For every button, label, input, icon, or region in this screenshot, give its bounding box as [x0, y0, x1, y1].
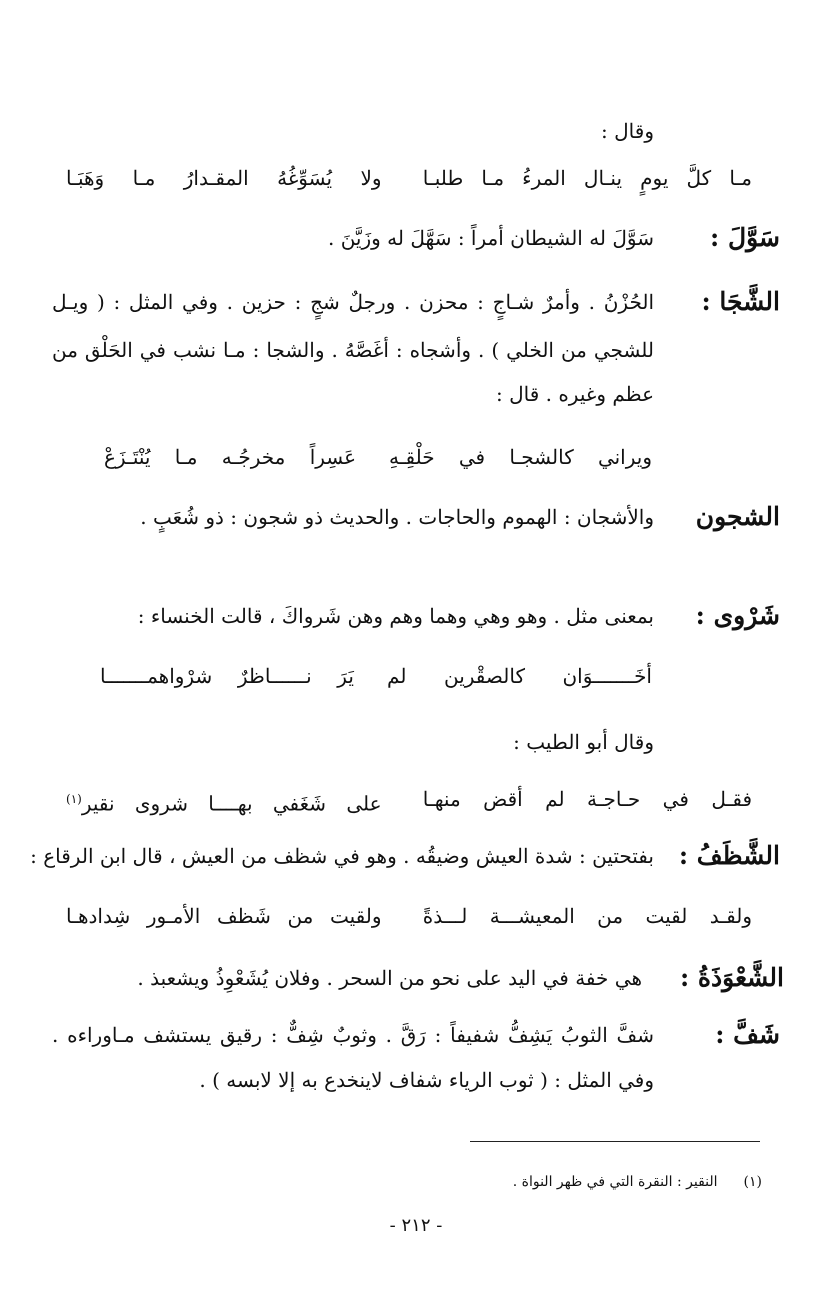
entry-shaja-line-2: للشجي من الخلي ) . وأشجاه : أغَصَّهُ . والشجا : مـا نشب في الحَلْق من — [52, 338, 654, 362]
entry-shaja-cont-2 — [0, 374, 832, 414]
verse-4-second-hemistich — [66, 779, 382, 824]
entry-shaja-cont-1 — [0, 330, 832, 370]
entry-shawdha-headword: الشَّعْوَذَةُ : — [679, 963, 784, 992]
entry-shaff — [0, 1015, 832, 1055]
verse-2-first-hemistich: ويراني كالشجـا في حَلْقِـهِ — [388, 445, 652, 469]
entry-shujun-headword: الشجون — [695, 502, 780, 531]
entry-shujun-text: والأشجان : الهموم والحاجات . والحديث ذو شجون : ذو شُعَبٍ . — [140, 505, 654, 529]
entry-shaff-line-1: شفَّ الثوبُ يَشِفُّ شفيفاً : رَقَّ . وثوبٌ شِفٌّ : رقيق يستشف مـاوراءه . — [52, 1023, 654, 1047]
entry-sawwal — [0, 218, 832, 258]
footnote — [262, 1170, 762, 1194]
entry-sharwa — [0, 596, 832, 636]
entry-shaja-headword: الشَّجَا : — [701, 287, 780, 316]
entry-shazaf-text: بفتحتين : شدة العيش وضيقُه . وهو في شظف من العيش ، قال ابن الرقاع : — [30, 844, 654, 868]
entry-shawdha — [0, 958, 832, 998]
entry-shujun — [0, 497, 832, 537]
entry-sharwa-text: بمعنى مثل . وهو وهي وهما وهم وهن شَرواكَ ، قالت الخنساء : — [137, 604, 654, 628]
entry-shazaf-headword: الشَّظَفُ : — [678, 841, 780, 870]
footnote-reference-1: (١) — [66, 792, 82, 806]
footnote-separator — [470, 1141, 760, 1142]
entry-shaff-headword: شَفَّ : — [715, 1020, 780, 1049]
entry-shazaf — [0, 836, 832, 876]
intro-text: وقال : — [601, 119, 654, 143]
verse-2-second-hemistich: عَسِراً مخرجُـه مـا يُنْتَـزَعْ — [104, 445, 357, 469]
entry-shawdha-text: هي خفة في اليد على نحو من السحر . وفلان يُشَعْوِذُ ويشعبذ . — [137, 966, 642, 990]
verse-5 — [66, 896, 752, 936]
verse-5-first-hemistich: ولقـد لقيت من المعيشـــة لـــذةً — [422, 904, 752, 928]
entry-shaff-cont — [0, 1060, 832, 1100]
verse-5-second-hemistich: ولقيت من شَظف الأمـور شِدادهـا — [66, 904, 382, 928]
intro-2-line — [0, 722, 832, 762]
footnote-number: (١) — [743, 1174, 762, 1190]
entry-shaff-line-2: وفي المثل : ( ثوب الرياء شفاف لاينخدع به إلا لابسه ) . — [199, 1068, 654, 1092]
verse-1-second-hemistich: ولا يُسَوِّغُهُ المقـدارُ مـا وَهَبَـا — [66, 166, 382, 190]
intro-line — [0, 111, 832, 151]
verse-4-second-hemistich-text: على شَغَفي بهــــا شروى نقير — [81, 791, 382, 816]
verse-3 — [100, 656, 652, 696]
footnote-text: النقير : النقرة التي في ظهر النواة . — [512, 1174, 718, 1190]
entry-sharwa-headword: شَرْوى : — [695, 601, 780, 630]
verse-1 — [66, 158, 752, 198]
verse-2 — [104, 437, 652, 477]
entry-shaja-line-1: الحُزْنُ . وأمرٌ شـاجٍ : محزن . ورجلٌ شجٍ : حزين . وفي المثل : ( ويـل — [52, 290, 654, 314]
entry-sawwal-headword: سَوَّلَ : — [710, 223, 780, 252]
verse-1-first-hemistich: مـا كلَّ يومٍ ينـال المرءُ مـا طلبـا — [422, 166, 752, 190]
verse-3-first-hemistich: أخَـــــــوَان كالصقْرين لم — [387, 664, 652, 688]
verse-4-first-hemistich: فقـل في حـاجـة لم أقض منهـا — [422, 787, 752, 811]
entry-shaja — [0, 282, 832, 322]
entry-sawwal-text: سَوَّلَ له الشيطان أمراً : سَهَّلَ له وزَيَّنَ . — [327, 226, 654, 250]
entry-shaja-line-3: عظم وغيره . قال : — [495, 382, 654, 406]
page-number: - ٢١٢ - — [389, 1215, 443, 1236]
verse-4 — [66, 779, 752, 819]
verse-3-second-hemistich: يَرَ نــــــاظرٌ شرْواهمـــــــا — [100, 664, 354, 688]
intro-2-text: وقال أبو الطيب : — [513, 730, 654, 754]
